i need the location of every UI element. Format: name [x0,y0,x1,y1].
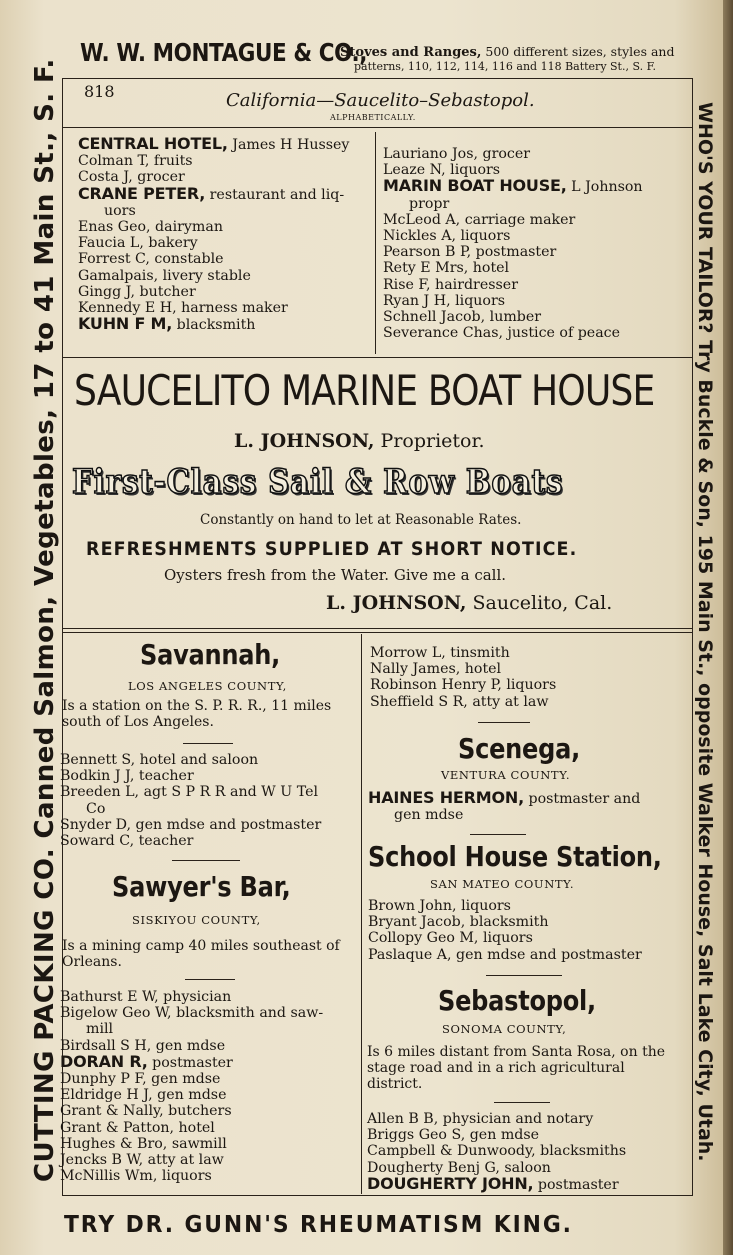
list-item [78,268,349,284]
list-item [60,1051,323,1071]
list-item [383,146,643,162]
list-item [78,284,349,300]
county-school-house-station: SAN MATEO COUNTY. [430,877,575,891]
heading-school-house-station: School House Station, [368,840,662,873]
entry-name: MARIN BOAT HOUSE, [383,176,567,196]
entry-text: Paslaque A, gen mdse and postmaster [368,946,642,963]
entry-text: Rise F, hairdresser [383,276,518,293]
list-item [383,277,643,293]
entry-text: Enas Geo, dairyman [78,219,223,236]
top-ad-line2: patterns, 110, 112, 114, 116 and 118 Battery St., S. F. [354,60,657,73]
entry-text: Birdsall S H, gen mdse [60,1037,226,1054]
entry-text: postmaster [533,1176,619,1193]
entry-text: Forrest C, constable [78,251,224,268]
ad-bottom-rule-2 [62,632,693,633]
entry-text: Schnell Jacob, lumber [383,309,542,326]
saucelito-list-left [78,136,349,333]
entry-text: Costa J, grocer [78,169,185,186]
entry-text: gen mdse [394,807,464,824]
short-rule [183,743,233,744]
alphabetically-label: ALPHABETICALLY. [330,113,416,122]
list-item [60,1087,323,1103]
entry-text: Severance Chas, justice of peace [383,325,620,342]
short-rule [494,1102,550,1103]
entry-text: Leaze N, liquors [383,162,501,179]
short-rule [172,860,240,861]
left-margin-advertisement [12,58,60,1182]
entry-name: HAINES HERMON, [368,788,524,807]
entry-text: Co [86,800,106,817]
ad-oysters: Oysters fresh from the Water. Give me a call. [164,566,507,584]
short-rule [486,975,562,976]
desc-sawyers-bar: Is a mining camp 40 miles southeast of Orleans. [62,938,340,970]
ad-proprietor [234,430,485,452]
school-house-station-list [368,898,642,963]
ad-bottom-rule [62,628,693,629]
entry-text: Collopy Geo M, liquors [368,930,533,947]
header-rule [62,127,693,128]
entry-text: McNillis Wm, liquors [60,1168,212,1185]
left-margin-text: CUTTING PACKING CO. Canned Salmon, Vegetables, 17 to 41 Main St., S. F. [30,58,60,1182]
ad-boats-headline: First-Class Sail & Row Boats [72,462,564,502]
heading-sawyers-bar: Sawyer's Bar, [112,870,291,903]
list-item [60,752,321,768]
saucelito-list-right [383,146,643,341]
list-item [60,1136,323,1152]
entry-text: uors [104,202,136,219]
list-item [367,1173,626,1193]
ad-signature-name: L. JOHNSON, [326,592,467,614]
list-item [78,136,349,153]
top-ad-line1 [340,44,674,60]
top-ad-company: W. W. MONTAGUE & CO., [80,38,367,67]
heading-scenega: Scenega, [458,732,580,765]
entry-name: CRANE PETER, [78,183,206,203]
list-item [370,694,556,710]
bottom-advertisement: TRY DR. GUNN'S RHEUMATISM KING. [64,1212,573,1238]
list-item [60,801,321,817]
list-item [368,930,642,946]
list-item [60,1005,323,1021]
list-item [78,153,349,169]
top-ad-stoves: Stoves and Ranges, [340,45,482,60]
list-item [368,790,640,807]
ad-proprietor-title: Proprietor. [374,430,485,452]
entry-name: CENTRAL HOTEL, [78,134,228,153]
heading-savannah: Savannah, [140,638,281,671]
county-scenega: VENTURA COUNTY. [441,768,571,782]
entry-text: McLeod A, carriage maker [383,211,576,228]
entry-text: Ryan J H, liquors [383,292,506,309]
entry-text: Bryant Jacob, blacksmith [368,914,549,931]
entry-text: Morrow L, tinsmith [370,645,510,661]
ad-refreshments: REFRESHMENTS SUPPLIED AT SHORT NOTICE. [86,538,578,560]
entry-text: Kennedy E H, harness maker [78,300,288,317]
savannah-list [60,752,321,849]
county-sawyers-bar: SISKIYOU COUNTY, [132,913,261,927]
list-item [60,784,321,800]
entry-text: Colman T, fruits [78,153,193,170]
list-item [78,251,349,267]
entry-text: blacksmith [172,317,256,334]
county-savannah: LOS ANGELES COUNTY, [128,679,287,693]
right-margin-text: WHO'S YOUR TAILOR? Try Buckle & Son, 195 Main St., opposite Walker House, Salt Lake City, Utah. [694,102,716,1162]
entry-text: Pearson B P, postmaster [383,244,557,261]
list-item [78,235,349,251]
list-item [383,228,643,244]
list-item [368,898,642,914]
entry-text: Briggs Geo S, gen mdse [367,1127,540,1144]
entry-text: Rety E Mrs, hotel [383,260,510,277]
short-rule [185,979,235,980]
list-item [60,1152,323,1168]
list-item [60,1103,323,1119]
entry-text: Campbell & Dunwoody, blacksmiths [367,1143,627,1160]
list-item [367,1111,626,1127]
page-number: 818 [84,82,115,101]
entry-name: KUHN F M, [78,314,173,334]
sawyers-bar-list-continued [370,645,556,710]
entry-text: Dougherty Benj G, saloon [367,1159,551,1176]
ad-title: SAUCELITO MARINE BOAT HOUSE [74,366,655,415]
entry-text: Nally James, hotel [370,661,502,678]
list-item [60,1168,323,1184]
entry-text: mill [86,1021,114,1038]
entry-text: Robinson Henry P, liquors [370,677,557,694]
list-item [370,677,556,693]
entry-text: Hughes & Bro, sawmill [60,1135,227,1152]
entry-text: Dunphy P F, gen mdse [60,1071,221,1088]
sawyers-bar-list [60,989,323,1184]
list-item [383,309,643,325]
entry-text: Breeden L, agt S P R R and W U Tel [60,784,319,801]
list-item [60,1021,323,1037]
entry-text: Bathurst E W, physician [60,989,232,1005]
page-edge [723,0,733,1255]
entry-text: Bigelow Geo W, blacksmith and saw- [60,1005,324,1022]
ad-constantly: Constantly on hand to let at Reasonable Rates. [200,512,522,528]
entry-text: Gamalpais, livery stable [78,267,251,284]
desc-sebastopol: Is 6 miles distant from Santa Rosa, on the stage road and in a rich agricultural district. [367,1044,665,1092]
list-item [383,325,643,341]
list-item [60,1120,323,1136]
running-head: California—Saucelito–Sebastopol. [226,90,535,111]
entry-text: Lauriano Jos, grocer [383,146,531,162]
list-item [60,817,321,833]
entry-text: L Johnson [566,179,643,196]
list-item [370,661,556,677]
list-item [60,768,321,784]
list-item [78,183,349,203]
entry-text: Grant & Nally, butchers [60,1103,232,1120]
list-item [383,260,643,276]
entry-text: Gingg J, butcher [78,283,196,300]
list-item [368,807,640,823]
list-item [368,914,642,930]
entry-text: Snyder D, gen mdse and postmaster [60,816,322,833]
ad-signature [326,592,612,614]
short-rule [470,834,526,835]
entry-text: Brown John, liquors [368,898,511,914]
entry-text: Soward C, teacher [60,833,194,850]
list-item [383,293,643,309]
column-divider [375,132,376,354]
entry-text: Eldridge H J, gen mdse [60,1087,227,1104]
entry-name: DORAN R, [60,1051,148,1071]
county-sebastopol: SONOMA COUNTY, [442,1022,567,1036]
list-item [383,196,643,212]
top-ad-sizes: 500 different sizes, styles and [481,44,675,59]
entry-text: postmaster and [523,791,641,807]
entry-text: Grant & Patton, hotel [60,1119,215,1136]
entry-text: postmaster [147,1054,233,1071]
entry-name: DOUGHERTY JOHN, [367,1173,534,1193]
list-item [383,244,643,260]
list-item [383,212,643,228]
entry-text: restaurant and liq- [205,186,345,203]
list-item [60,989,323,1005]
ad-signature-place: Saucelito, Cal. [466,592,613,614]
entry-text: Sheffield S R, atty at law [370,693,549,710]
list-item [367,1143,626,1159]
sebastopol-list [367,1111,626,1193]
list-item [60,833,321,849]
list-item [78,316,349,333]
ad-proprietor-name: L. JOHNSON, [234,430,375,452]
list-item [78,219,349,235]
entry-text: Nickles A, liquors [383,228,511,245]
top-advertisement [62,32,682,78]
list-item [367,1127,626,1143]
entry-text: propr [409,195,450,212]
list-item [368,947,642,963]
short-rule [478,722,530,723]
entry-text: Allen B B, physician and notary [367,1111,594,1127]
list-item [370,645,556,661]
ad-top-rule [62,357,693,358]
entry-text: Jencks B W, atty at law [60,1152,224,1169]
heading-sebastopol: Sebastopol, [438,984,596,1017]
list-item [60,1071,323,1087]
entry-text: Faucia L, bakery [78,235,198,252]
entry-text: Bodkin J J, teacher [60,768,194,785]
list-item [78,203,349,219]
lower-column-divider [361,634,362,1194]
scenega-list [368,790,640,823]
list-item [383,178,643,195]
desc-savannah: Is a station on the S. P. R. R., 11 miles south of Los Angeles. [62,698,332,730]
entry-text: James H Hussey [227,137,350,153]
entry-text: Bennett S, hotel and saloon [60,752,259,768]
